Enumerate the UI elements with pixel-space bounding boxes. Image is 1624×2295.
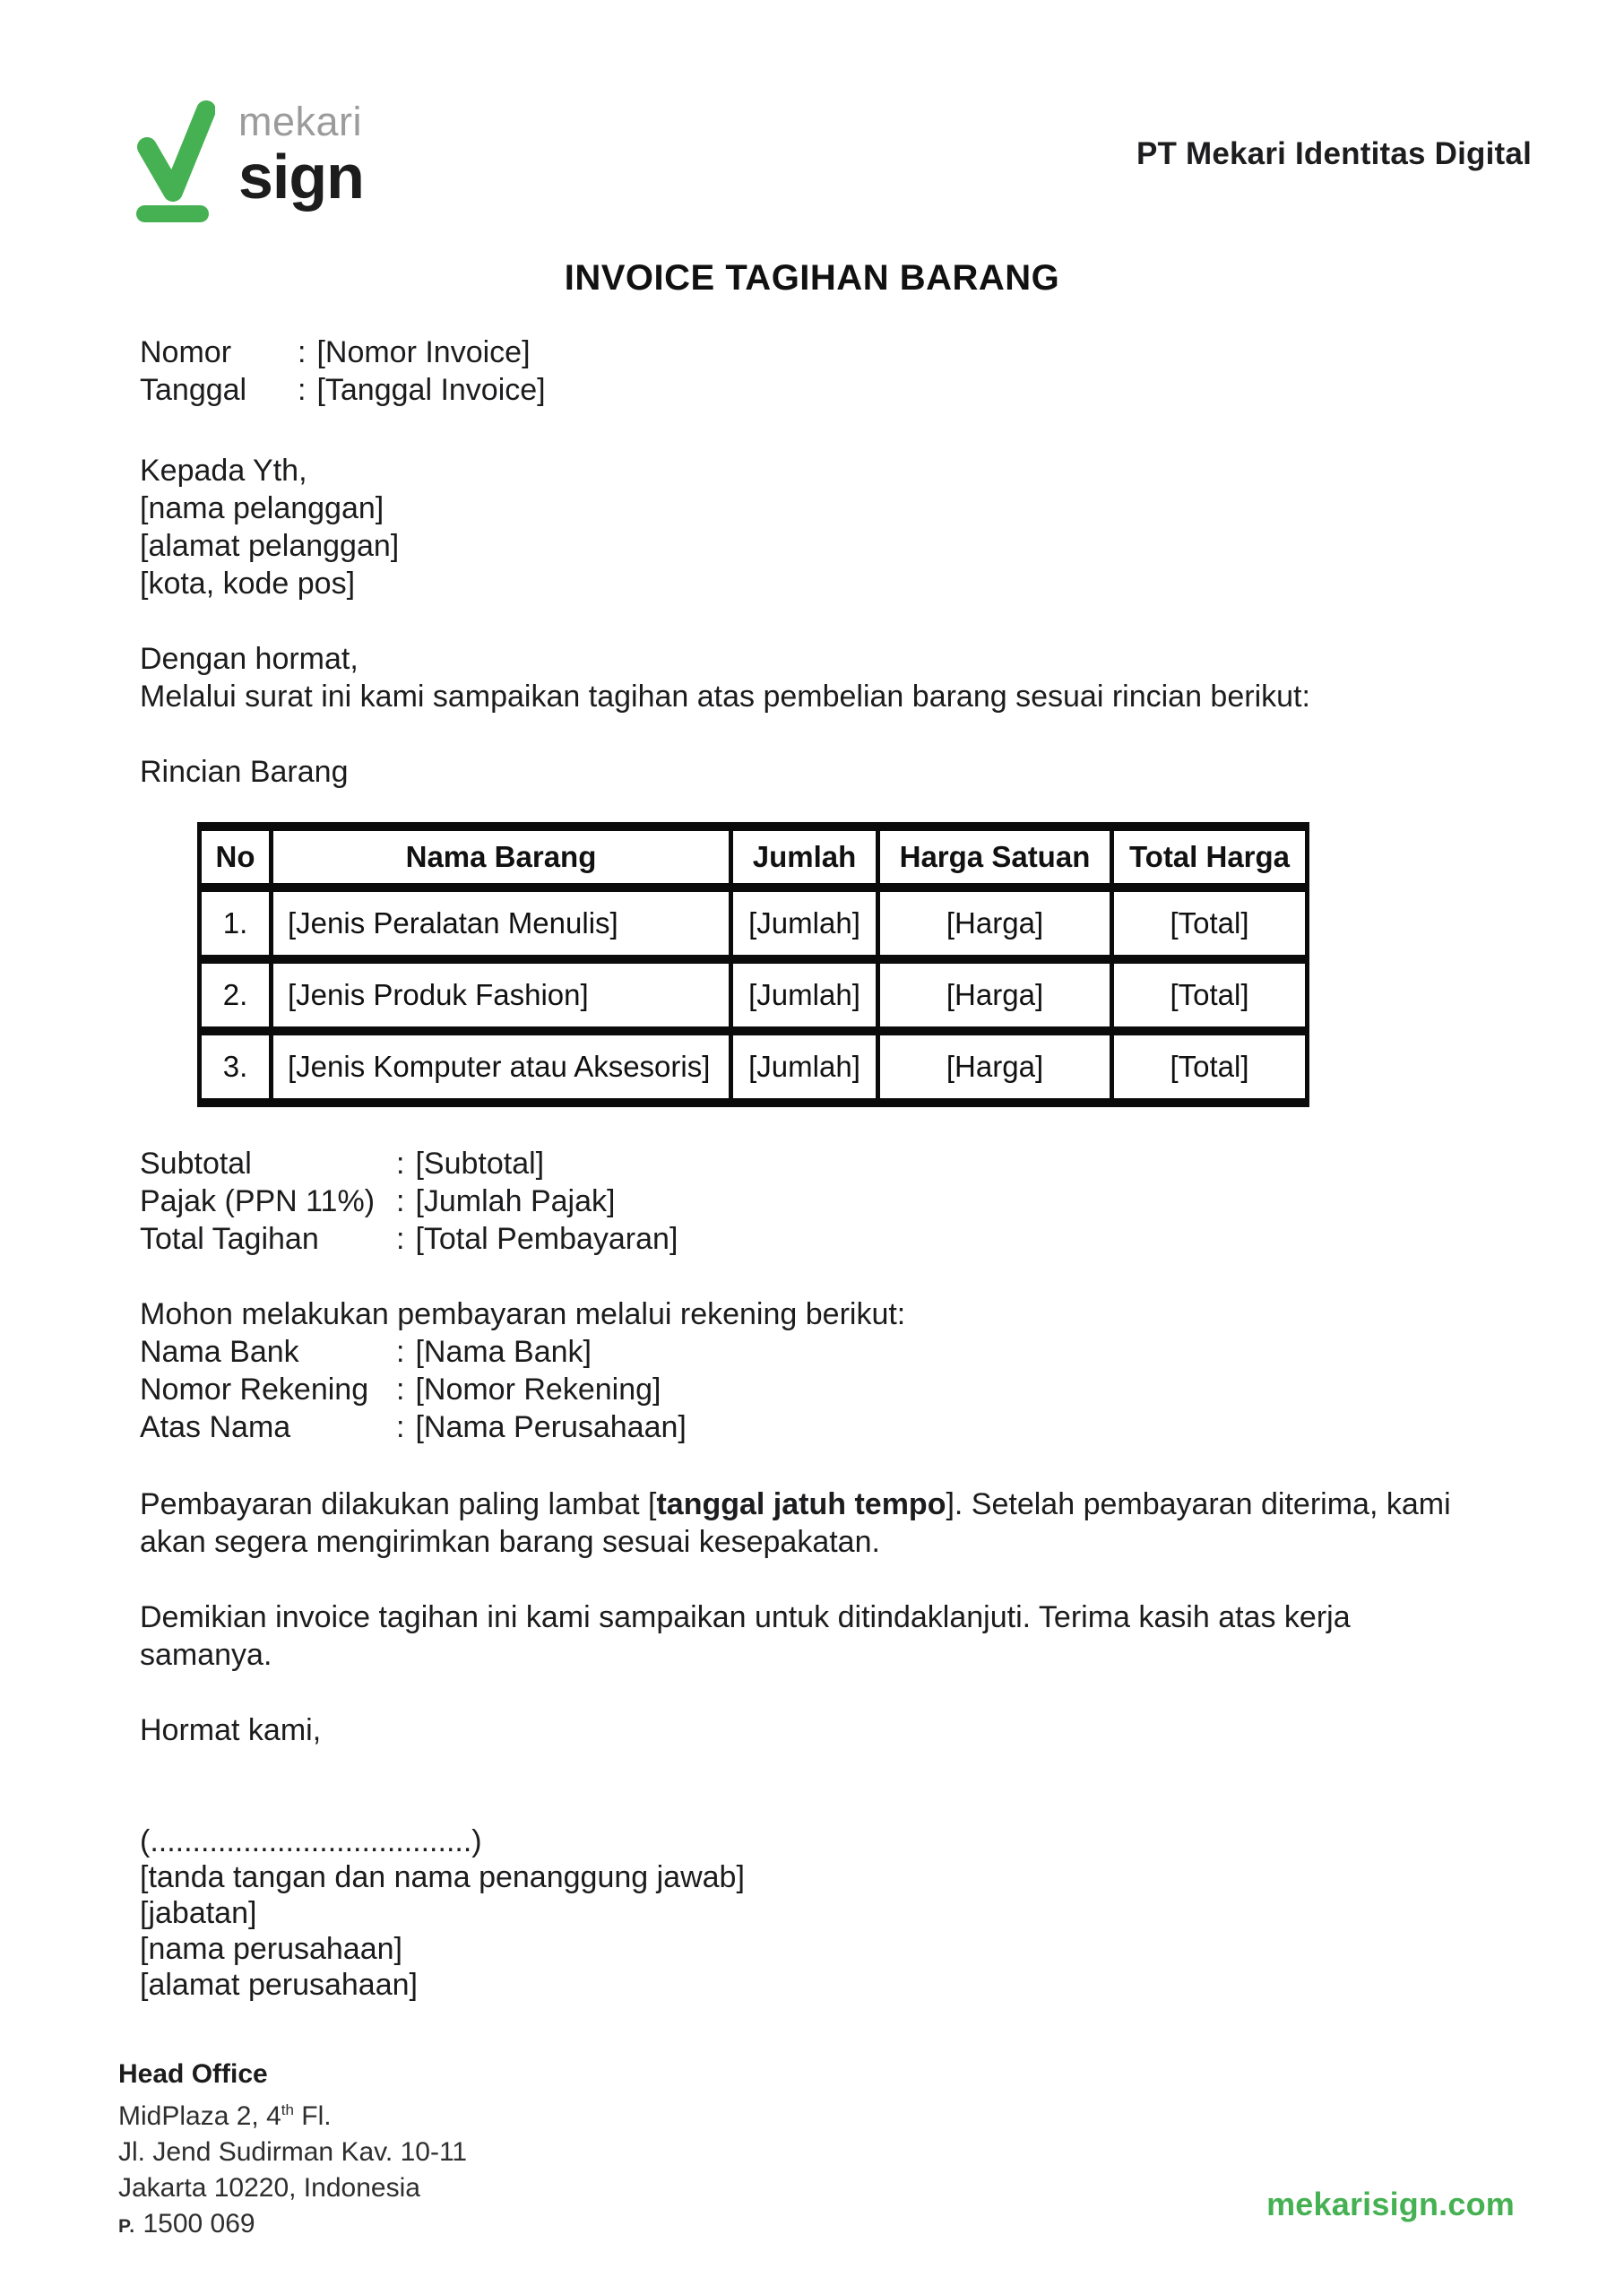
website-link[interactable]: mekarisign.com <box>1266 2186 1515 2222</box>
account-number-row <box>140 1371 905 1408</box>
colon: : <box>298 335 307 369</box>
signatory-name-placeholder: [tanda tangan dan nama penanggung jawab] <box>140 1860 745 1894</box>
invoice-date-row <box>140 371 546 409</box>
tax-value: [Jumlah Pajak] <box>415 1184 616 1218</box>
colon: : <box>396 1184 405 1218</box>
payment-intro: Mohon melakukan pembayaran melalui rekening berikut: <box>140 1297 906 1331</box>
item-name: [Jenis Peralatan Menulis] <box>272 888 731 959</box>
grand-total-label: Total Tagihan <box>140 1222 319 1256</box>
item-quantity: [Jumlah] <box>731 959 878 1031</box>
recipient-city-placeholder: [kota, kode pos] <box>140 567 356 601</box>
table-row <box>200 1031 1308 1103</box>
opening-body: Melalui surat ini kami sampaikan tagihan atas pembelian barang sesuai rincian berikut: <box>140 680 1310 714</box>
document-title: INVOICE TAGIHAN BARANG <box>564 258 1060 298</box>
items-table-header-row <box>200 827 1308 888</box>
item-no: 1. <box>200 888 272 959</box>
account-holder-label: Atas Nama <box>140 1410 291 1444</box>
closing-block <box>140 1598 1351 1674</box>
table-row <box>200 888 1308 959</box>
payment-terms-text: Pembayaran dilakukan paling lambat [ <box>140 1487 657 1521</box>
colon: : <box>396 1373 405 1407</box>
item-total: [Total] <box>1112 888 1308 959</box>
column-header-unit-price: Harga Satuan <box>878 827 1112 888</box>
column-header-quantity: Jumlah <box>731 827 878 888</box>
subtotal-row <box>140 1145 678 1182</box>
footer <box>118 2057 467 2245</box>
logo-product-text: sign <box>238 142 364 212</box>
phone-line <box>118 2206 467 2245</box>
subtotal-value: [Subtotal] <box>415 1147 545 1181</box>
items-heading: Rincian Barang <box>140 755 349 789</box>
recipient-address-placeholder: [alamat pelanggan] <box>140 529 400 563</box>
account-holder-row <box>140 1408 905 1446</box>
head-office-address-line1 <box>118 2092 467 2135</box>
recipient-name-placeholder: [nama pelanggan] <box>140 491 384 525</box>
items-heading-block <box>140 753 348 791</box>
account-holder-value: [Nama Perusahaan] <box>415 1410 687 1444</box>
colon: : <box>396 1335 405 1369</box>
invoice-number-label: Nomor <box>140 335 232 369</box>
item-quantity: [Jumlah] <box>731 1031 878 1103</box>
head-office-title: Head Office <box>118 2059 268 2089</box>
address-text: Fl. <box>293 2101 332 2131</box>
sign-off-block <box>140 1711 321 1749</box>
item-name: [Jenis Komputer atau Aksesoris] <box>272 1031 731 1103</box>
item-unit-price: [Harga] <box>878 959 1112 1031</box>
grand-total-value: [Total Pembayaran] <box>415 1222 678 1256</box>
item-unit-price: [Harga] <box>878 888 1112 959</box>
invoice-number-row <box>140 333 546 371</box>
head-office-address-line3: Jakarta 10220, Indonesia <box>118 2173 420 2203</box>
column-header-item-name: Nama Barang <box>272 827 731 888</box>
bank-name-value: [Nama Bank] <box>415 1335 592 1369</box>
recipient-block <box>140 452 399 602</box>
tax-row <box>140 1182 678 1220</box>
item-total: [Total] <box>1112 1031 1308 1103</box>
items-table <box>197 822 1309 1107</box>
due-date-placeholder: tanggal jatuh tempo <box>656 1487 946 1521</box>
item-total: [Total] <box>1112 959 1308 1031</box>
payment-terms-text: ]. Setelah pembayaran diterima, kami <box>946 1487 1451 1521</box>
invoice-date-value: [Tanggal Invoice] <box>316 373 546 407</box>
opening-greeting: Dengan hormat, <box>140 642 358 676</box>
bank-name-label: Nama Bank <box>140 1335 299 1369</box>
item-no: 2. <box>200 959 272 1031</box>
address-ordinal-sup: th <box>281 2101 294 2118</box>
tax-label: Pajak (PPN 11%) <box>140 1184 376 1218</box>
opening-block <box>140 640 1310 715</box>
account-number-value: [Nomor Rekening] <box>415 1373 661 1407</box>
checkmark-icon <box>135 100 215 222</box>
column-header-no: No <box>200 827 272 888</box>
colon: : <box>396 1147 405 1181</box>
item-name: [Jenis Produk Fashion] <box>272 959 731 1031</box>
signatory-company-placeholder: [nama perusahaan] <box>140 1932 402 1966</box>
item-no: 3. <box>200 1031 272 1103</box>
address-text: MidPlaza 2, 4 <box>118 2101 281 2131</box>
head-office-address-line2: Jl. Jend Sudirman Kav. 10-11 <box>118 2137 468 2167</box>
subtotal-label: Subtotal <box>140 1147 252 1181</box>
payment-account-block <box>140 1295 905 1446</box>
item-quantity: [Jumlah] <box>731 888 878 959</box>
sign-off: Hormat kami, <box>140 1713 322 1747</box>
signatory-title-placeholder: [jabatan] <box>140 1896 257 1930</box>
signatory-address-placeholder: [alamat perusahaan] <box>140 1968 418 2002</box>
logo-wordmark <box>238 99 364 212</box>
recipient-salutation: Kepada Yth, <box>140 454 307 488</box>
bank-name-row <box>140 1333 905 1371</box>
colon: : <box>396 1222 405 1256</box>
mekari-sign-logo <box>135 100 364 222</box>
colon: : <box>396 1410 405 1444</box>
totals-block <box>140 1145 678 1258</box>
payment-terms-text: akan segera mengirimkan barang sesuai kesepakatan. <box>140 1525 880 1559</box>
signature-placeholder-line: (......................................) <box>140 1824 482 1858</box>
table-row <box>200 959 1308 1031</box>
invoice-date-label: Tanggal <box>140 373 247 407</box>
closing-text: samanya. <box>140 1638 272 1672</box>
signature-block <box>140 1823 745 2003</box>
item-unit-price: [Harga] <box>878 1031 1112 1103</box>
payment-terms-block <box>140 1485 1451 1561</box>
account-number-label: Nomor Rekening <box>140 1373 369 1407</box>
phone-label: P. <box>118 2216 136 2237</box>
phone-number: 1500 069 <box>143 2209 255 2239</box>
colon: : <box>298 373 307 407</box>
closing-text: Demikian invoice tagihan ini kami sampaikan untuk ditindaklanjuti. Terima kasih atas kerja <box>140 1600 1351 1634</box>
invoice-number-value: [Nomor Invoice] <box>316 335 531 369</box>
closing-paragraph <box>140 1598 1351 1674</box>
grand-total-row <box>140 1220 678 1258</box>
payment-terms-paragraph <box>140 1485 1451 1561</box>
invoice-meta <box>140 333 546 409</box>
company-name: PT Mekari Identitas Digital <box>1136 136 1532 171</box>
logo-brand-text: mekari <box>238 99 363 144</box>
column-header-total-price: Total Harga <box>1112 827 1308 888</box>
